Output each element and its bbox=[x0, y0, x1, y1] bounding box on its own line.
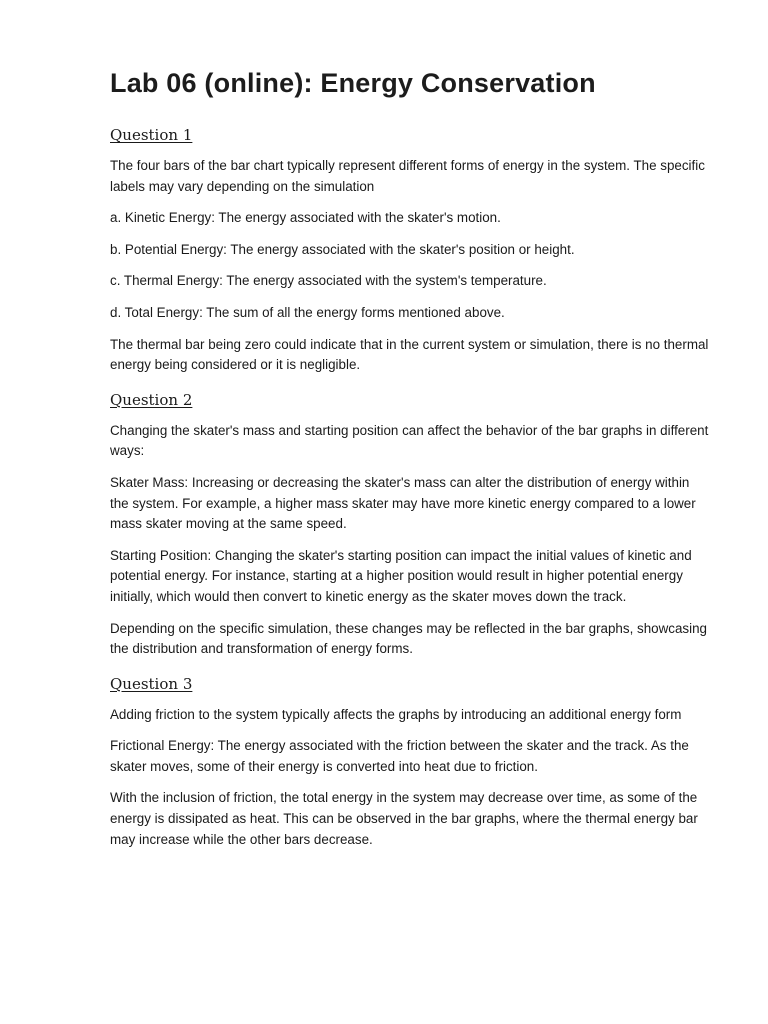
document-title: Lab 06 (online): Energy Conservation bbox=[110, 68, 596, 98]
paragraph: Depending on the specific simulation, these changes may be reflected in the bar graphs, showcasing the distribution and transformation of energy forms. bbox=[110, 620, 707, 657]
paragraph: b. Potential Energy: The energy associated with the skater's position or height. bbox=[110, 241, 575, 257]
section-question-2 bbox=[110, 387, 710, 660]
paragraph: Skater Mass: Increasing or decreasing the skater's mass can alter the distribution of energy within the system. For example, a higher mass skater may have more kinetic energy compared to a lower mass skater moving at the same speed. bbox=[110, 474, 696, 532]
section-heading: Question 2 bbox=[110, 390, 193, 409]
paragraph: The thermal bar being zero could indicate that in the current system or simulation, there is no thermal energy being considered or it is negligible. bbox=[110, 336, 709, 373]
paragraph: Adding friction to the system typically affects the graphs by introducing an additional energy form bbox=[110, 706, 682, 722]
paragraph: c. Thermal Energy: The energy associated with the system's temperature. bbox=[110, 273, 547, 289]
document-body bbox=[110, 122, 710, 861]
paragraph: Changing the skater's mass and starting position can affect the behavior of the bar graphs in different ways: bbox=[110, 422, 709, 459]
paragraph: Starting Position: Changing the skater's starting position can impact the initial values of kinetic and potential energy. For instance, starting at a higher position would result in higher potential energy initially, which would then convert to kinetic energy as the skater moves down the track. bbox=[110, 547, 692, 604]
section-question-3 bbox=[110, 671, 710, 851]
paragraph: d. Total Energy: The sum of all the energy forms mentioned above. bbox=[110, 304, 505, 320]
paragraph: a. Kinetic Energy: The energy associated with the skater's motion. bbox=[110, 210, 501, 226]
paragraph: With the inclusion of friction, the total energy in the system may decrease over time, as some of the energy is dissipated as heat. This can be observed in the bar graphs, where the thermal energy bar may increase while the other bars decrease. bbox=[110, 790, 698, 847]
section-question-1 bbox=[110, 122, 710, 376]
paragraph: Frictional Energy: The energy associated with the friction between the skater and the track. As the skater moves, some of their energy is converted into heat due to friction. bbox=[110, 738, 689, 774]
section-heading: Question 1 bbox=[110, 126, 193, 144]
paragraph: The four bars of the bar chart typically represent different forms of energy in the system. The specific labels may vary depending on the simulation bbox=[110, 158, 705, 194]
section-heading: Question 3 bbox=[110, 674, 193, 693]
